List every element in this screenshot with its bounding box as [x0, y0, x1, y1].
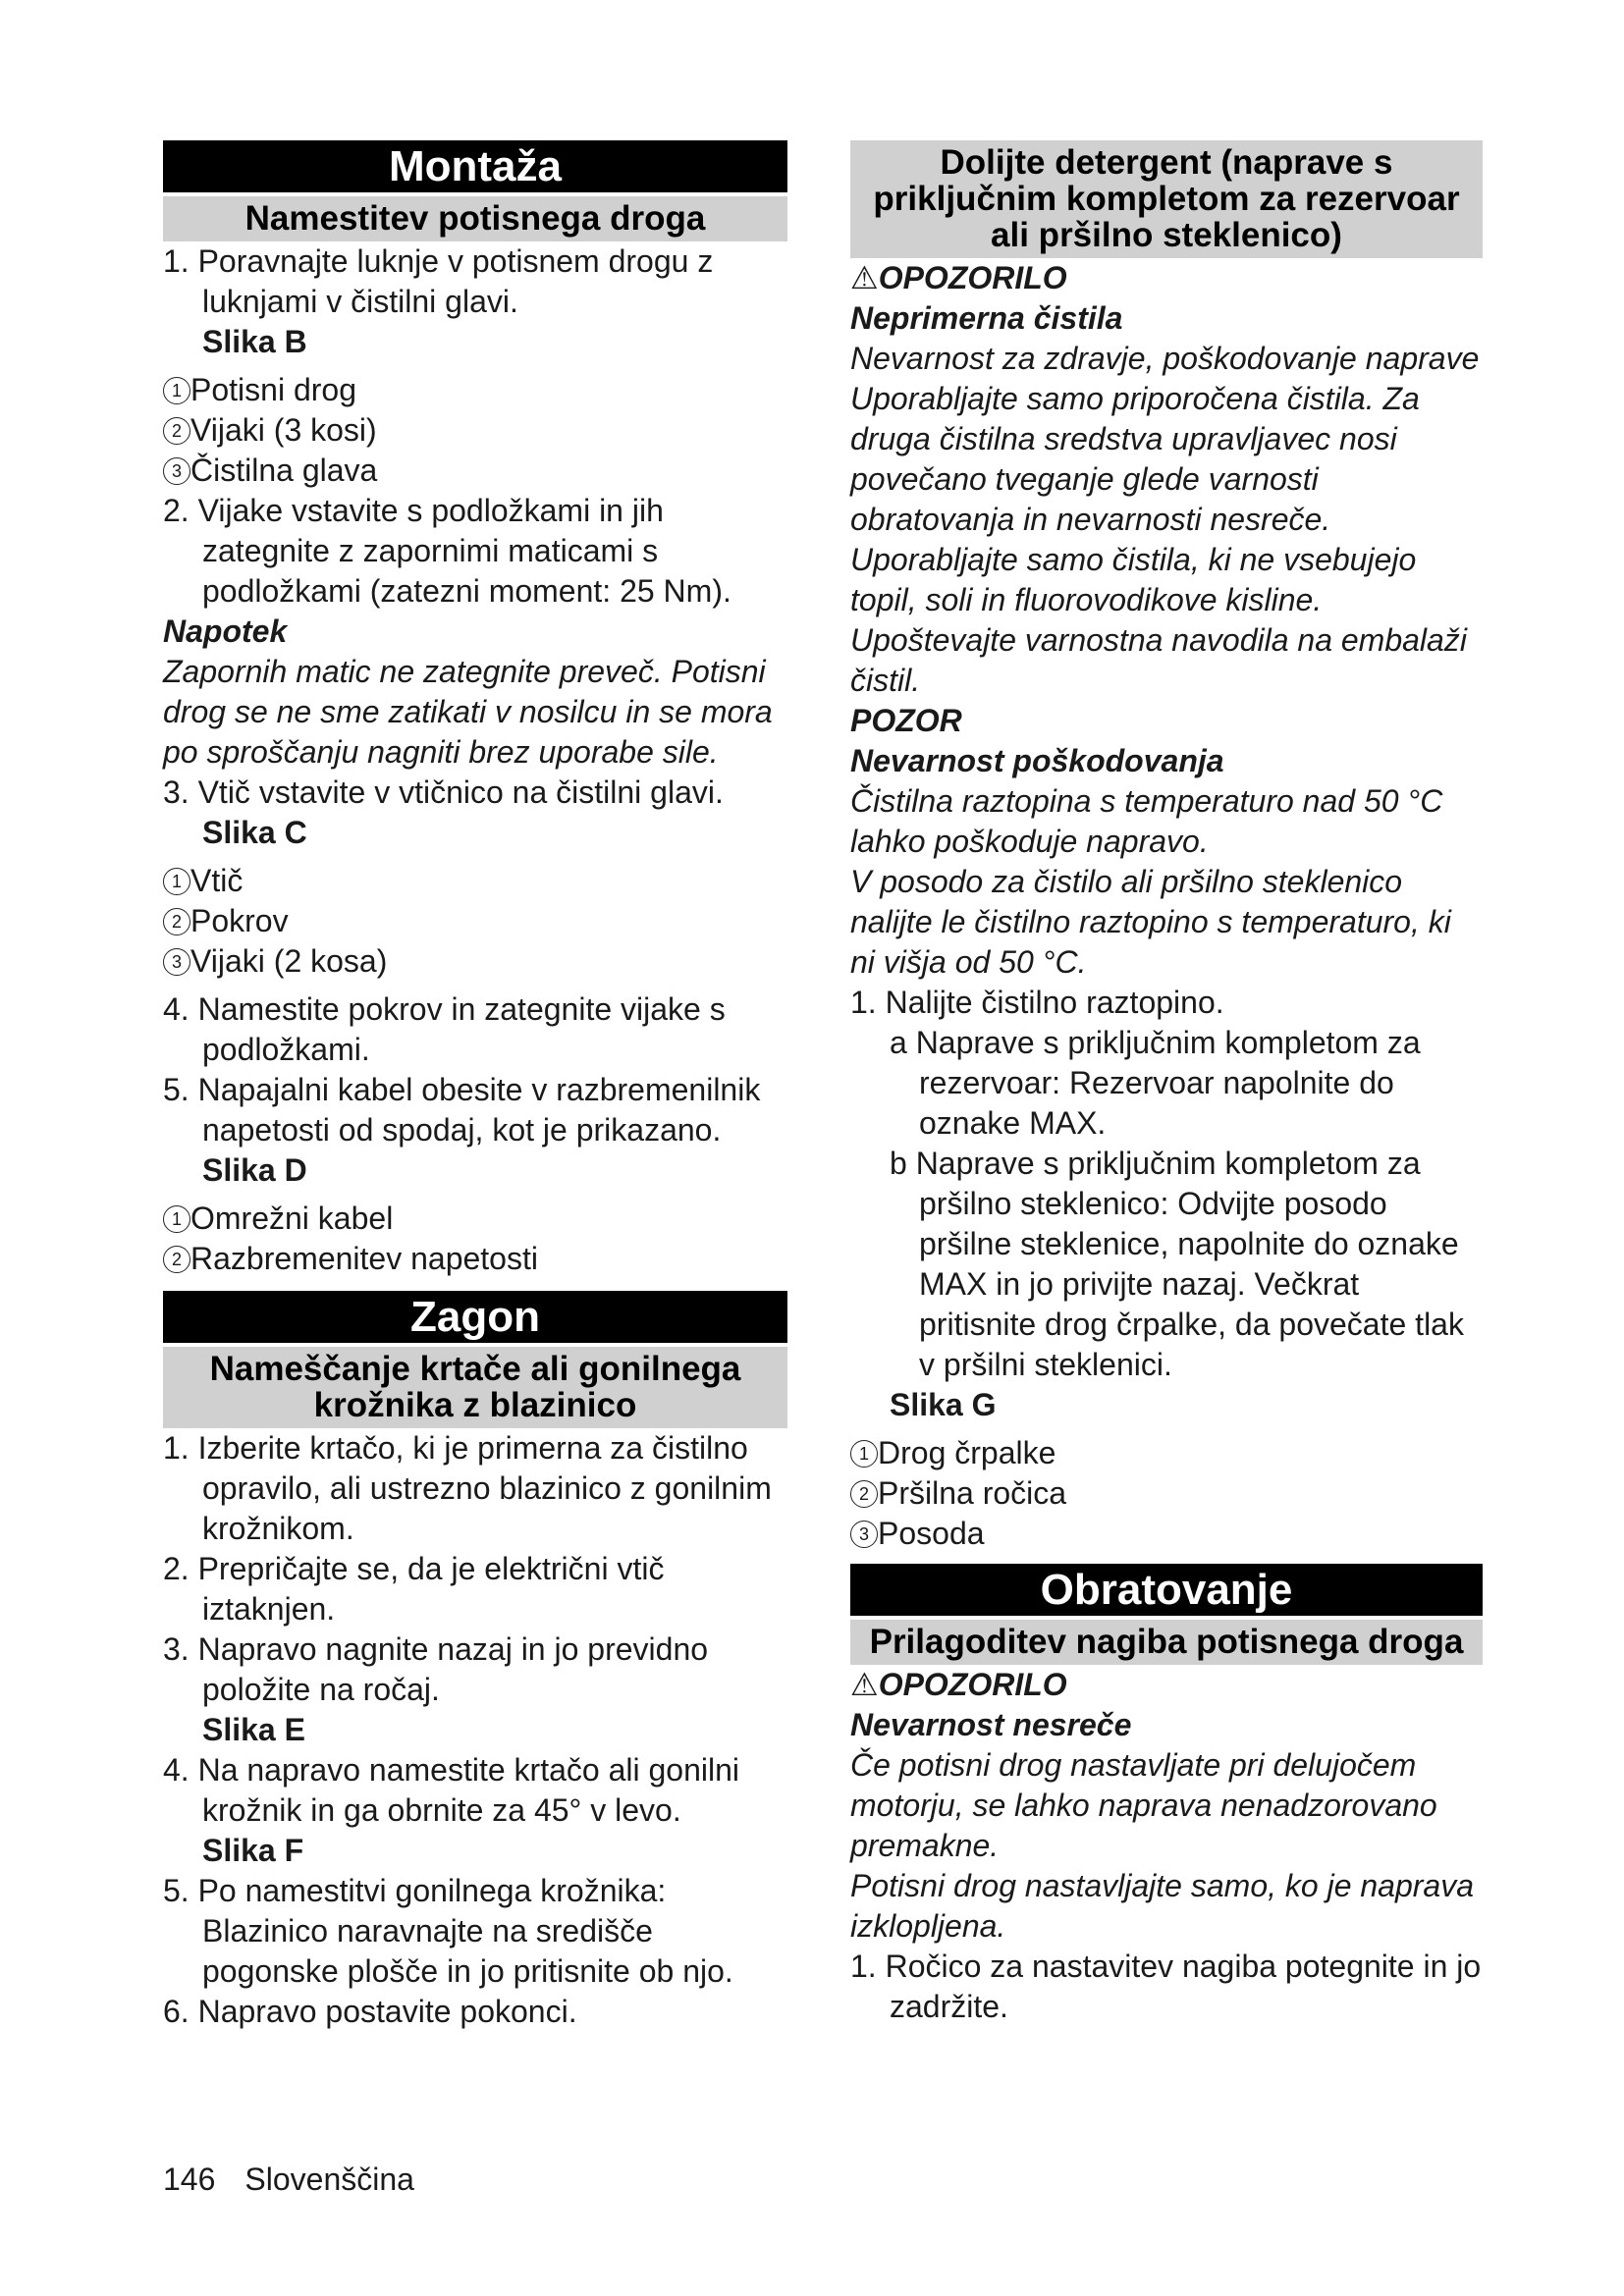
step-1: 1. Nalijte čistilno raztopino.	[850, 985, 1224, 1020]
warning-text: Uporabljajte samo čistila, ki ne vsebujejo topil, soli in fluorovodikove kisline.	[850, 542, 1417, 617]
section-heading-montaza: Montaža	[163, 140, 787, 192]
warning-text: Nevarnost za zdravje, poškodovanje naprave	[850, 341, 1480, 376]
figure-ref-g: Slika G	[890, 1387, 997, 1422]
subsection-heading-dolijte: Dolijte detergent (naprave s priključnim kompletom za rezervoar ali pršilno steklenico)	[850, 140, 1483, 258]
substep-b: b Naprave s priključnim kompletom za pršilno steklenico: Odvijte posodo pršilne steklenice, napolnite do oznake MAX in jo privijte nazaj. Večkrat pritisnite drog črpalke, da povečate tlak v pršilni steklenici.	[890, 1146, 1464, 1382]
legend-item: 1 Vtič	[163, 861, 787, 901]
step-1: 1. Izberite krtačo, ki je primerna za čistilno opravilo, ali ustrezno blazinico z gonilnim krožnikom.	[163, 1430, 772, 1546]
figure-ref-d: Slika D	[202, 1152, 307, 1188]
left-column	[163, 140, 787, 2032]
step-1: 1. Ročico za nastavitev nagiba potegnite in jo zadržite.	[850, 1949, 1482, 2024]
step-3: 3. Napravo nagnite nazaj in jo previdno položite na ročaj.	[163, 1631, 709, 1707]
step-4: 4. Na napravo namestite krtačo ali gonilni krožnik in ga obrnite za 45° v levo.	[163, 1752, 739, 1828]
warning-label: ⚠OPOZORILO	[850, 260, 1067, 295]
right-column	[850, 140, 1483, 2027]
figure-ref-e: Slika E	[202, 1712, 305, 1747]
legend-item: 2 Pršilna ročica	[850, 1473, 1483, 1514]
step-1: 1. Poravnajte luknje v potisnem drogu z luknjami v čistilni glavi.	[163, 243, 714, 319]
legend-item: 1 Potisni drog	[163, 370, 787, 410]
legend-item: 1 Drog črpalke	[850, 1433, 1483, 1473]
step-5: 5. Po namestitvi gonilnega krožnika: Blazinico naravnajte na središče pogonske plošče in jo pritisnite ob njo.	[163, 1873, 733, 1989]
figure-ref-b: Slika B	[202, 324, 307, 359]
step-3: 3. Vtič vstavite v vtičnico na čistilni glavi.	[163, 774, 724, 810]
figure-ref-c: Slika C	[202, 815, 307, 850]
step-6: 6. Napravo postavite pokonci.	[163, 1994, 577, 2029]
legend-item: 2 Razbremenitev napetosti	[163, 1239, 787, 1279]
legend-item: 2 Pokrov	[163, 901, 787, 941]
section-heading-zagon: Zagon	[163, 1291, 787, 1343]
subsection-heading-namescanje: Nameščanje krtače ali gonilnega krožnika z blazinico	[163, 1347, 787, 1428]
page-footer	[163, 2160, 444, 2200]
warning-heading: Neprimerna čistila	[850, 300, 1123, 336]
substep-a: a Naprave s priključnim kompletom za rezervoar: Rezervoar napolnite do oznake MAX.	[890, 1025, 1421, 1141]
caution-label: POZOR	[850, 703, 962, 738]
warning-text: Če potisni drog nastavljate pri delujočem motorju, se lahko naprava nenadzorovano premakne.	[850, 1747, 1437, 1863]
legend-item: 1 Omrežni kabel	[163, 1199, 787, 1239]
note-label: Napotek	[163, 614, 288, 649]
caution-text: Čistilna raztopina s temperaturo nad 50 °C lahko poškoduje napravo.	[850, 783, 1443, 859]
warning-text: Uporabljajte samo priporočena čistila. Za druga čistilna sredstva upravljavec nosi povečano tveganje glede varnosti obratovanja in nevarnosti nesreče.	[850, 381, 1420, 537]
legend-item: 3 Posoda	[850, 1514, 1483, 1554]
language-label: Slovenščina	[244, 2162, 414, 2197]
step-4: 4. Namestite pokrov in zategnite vijake s podložkami.	[163, 991, 726, 1067]
figure-ref-f: Slika F	[202, 1833, 304, 1868]
note-text: Zapornih matic ne zategnite preveč. Potisni drog se ne sme zatikati v nosilcu in se mora po sproščanju nagniti brez uporabe sile.	[163, 654, 773, 770]
subsection-heading-prilagoditev: Prilagoditev nagiba potisnega droga	[850, 1620, 1483, 1665]
page-number: 146	[163, 2162, 216, 2197]
subsection-heading-namestitev: Namestitev potisnega droga	[163, 196, 787, 241]
warning-text: Potisni drog nastavljajte samo, ko je naprava izklopljena.	[850, 1868, 1475, 1944]
warning-text: Upoštevajte varnostna navodila na embalaži čistil.	[850, 622, 1467, 698]
warning-label: ⚠OPOZORILO	[850, 1667, 1067, 1702]
step-5: 5. Napajalni kabel obesite v razbremenilnik napetosti od spodaj, kot je prikazano.	[163, 1072, 761, 1148]
legend-item: 3 Vijaki (2 kosa)	[163, 941, 787, 982]
caution-text: V posodo za čistilo ali pršilno steklenico nalijte le čistilno raztopino s temperaturo, ki ni višja od 50 °C.	[850, 864, 1451, 980]
step-2: 2. Vijake vstavite s podložkami in jih zategnite z zapornimi maticami s podložkami (zatezni moment: 25 Nm).	[163, 493, 731, 609]
caution-heading: Nevarnost poškodovanja	[850, 743, 1224, 778]
legend-item: 2 Vijaki (3 kosi)	[163, 410, 787, 451]
step-2: 2. Prepričajte se, da je električni vtič iztaknjen.	[163, 1551, 665, 1627]
warning-heading: Nevarnost nesreče	[850, 1707, 1132, 1742]
legend-item: 3 Čistilna glava	[163, 451, 787, 491]
section-heading-obratovanje: Obratovanje	[850, 1564, 1483, 1616]
